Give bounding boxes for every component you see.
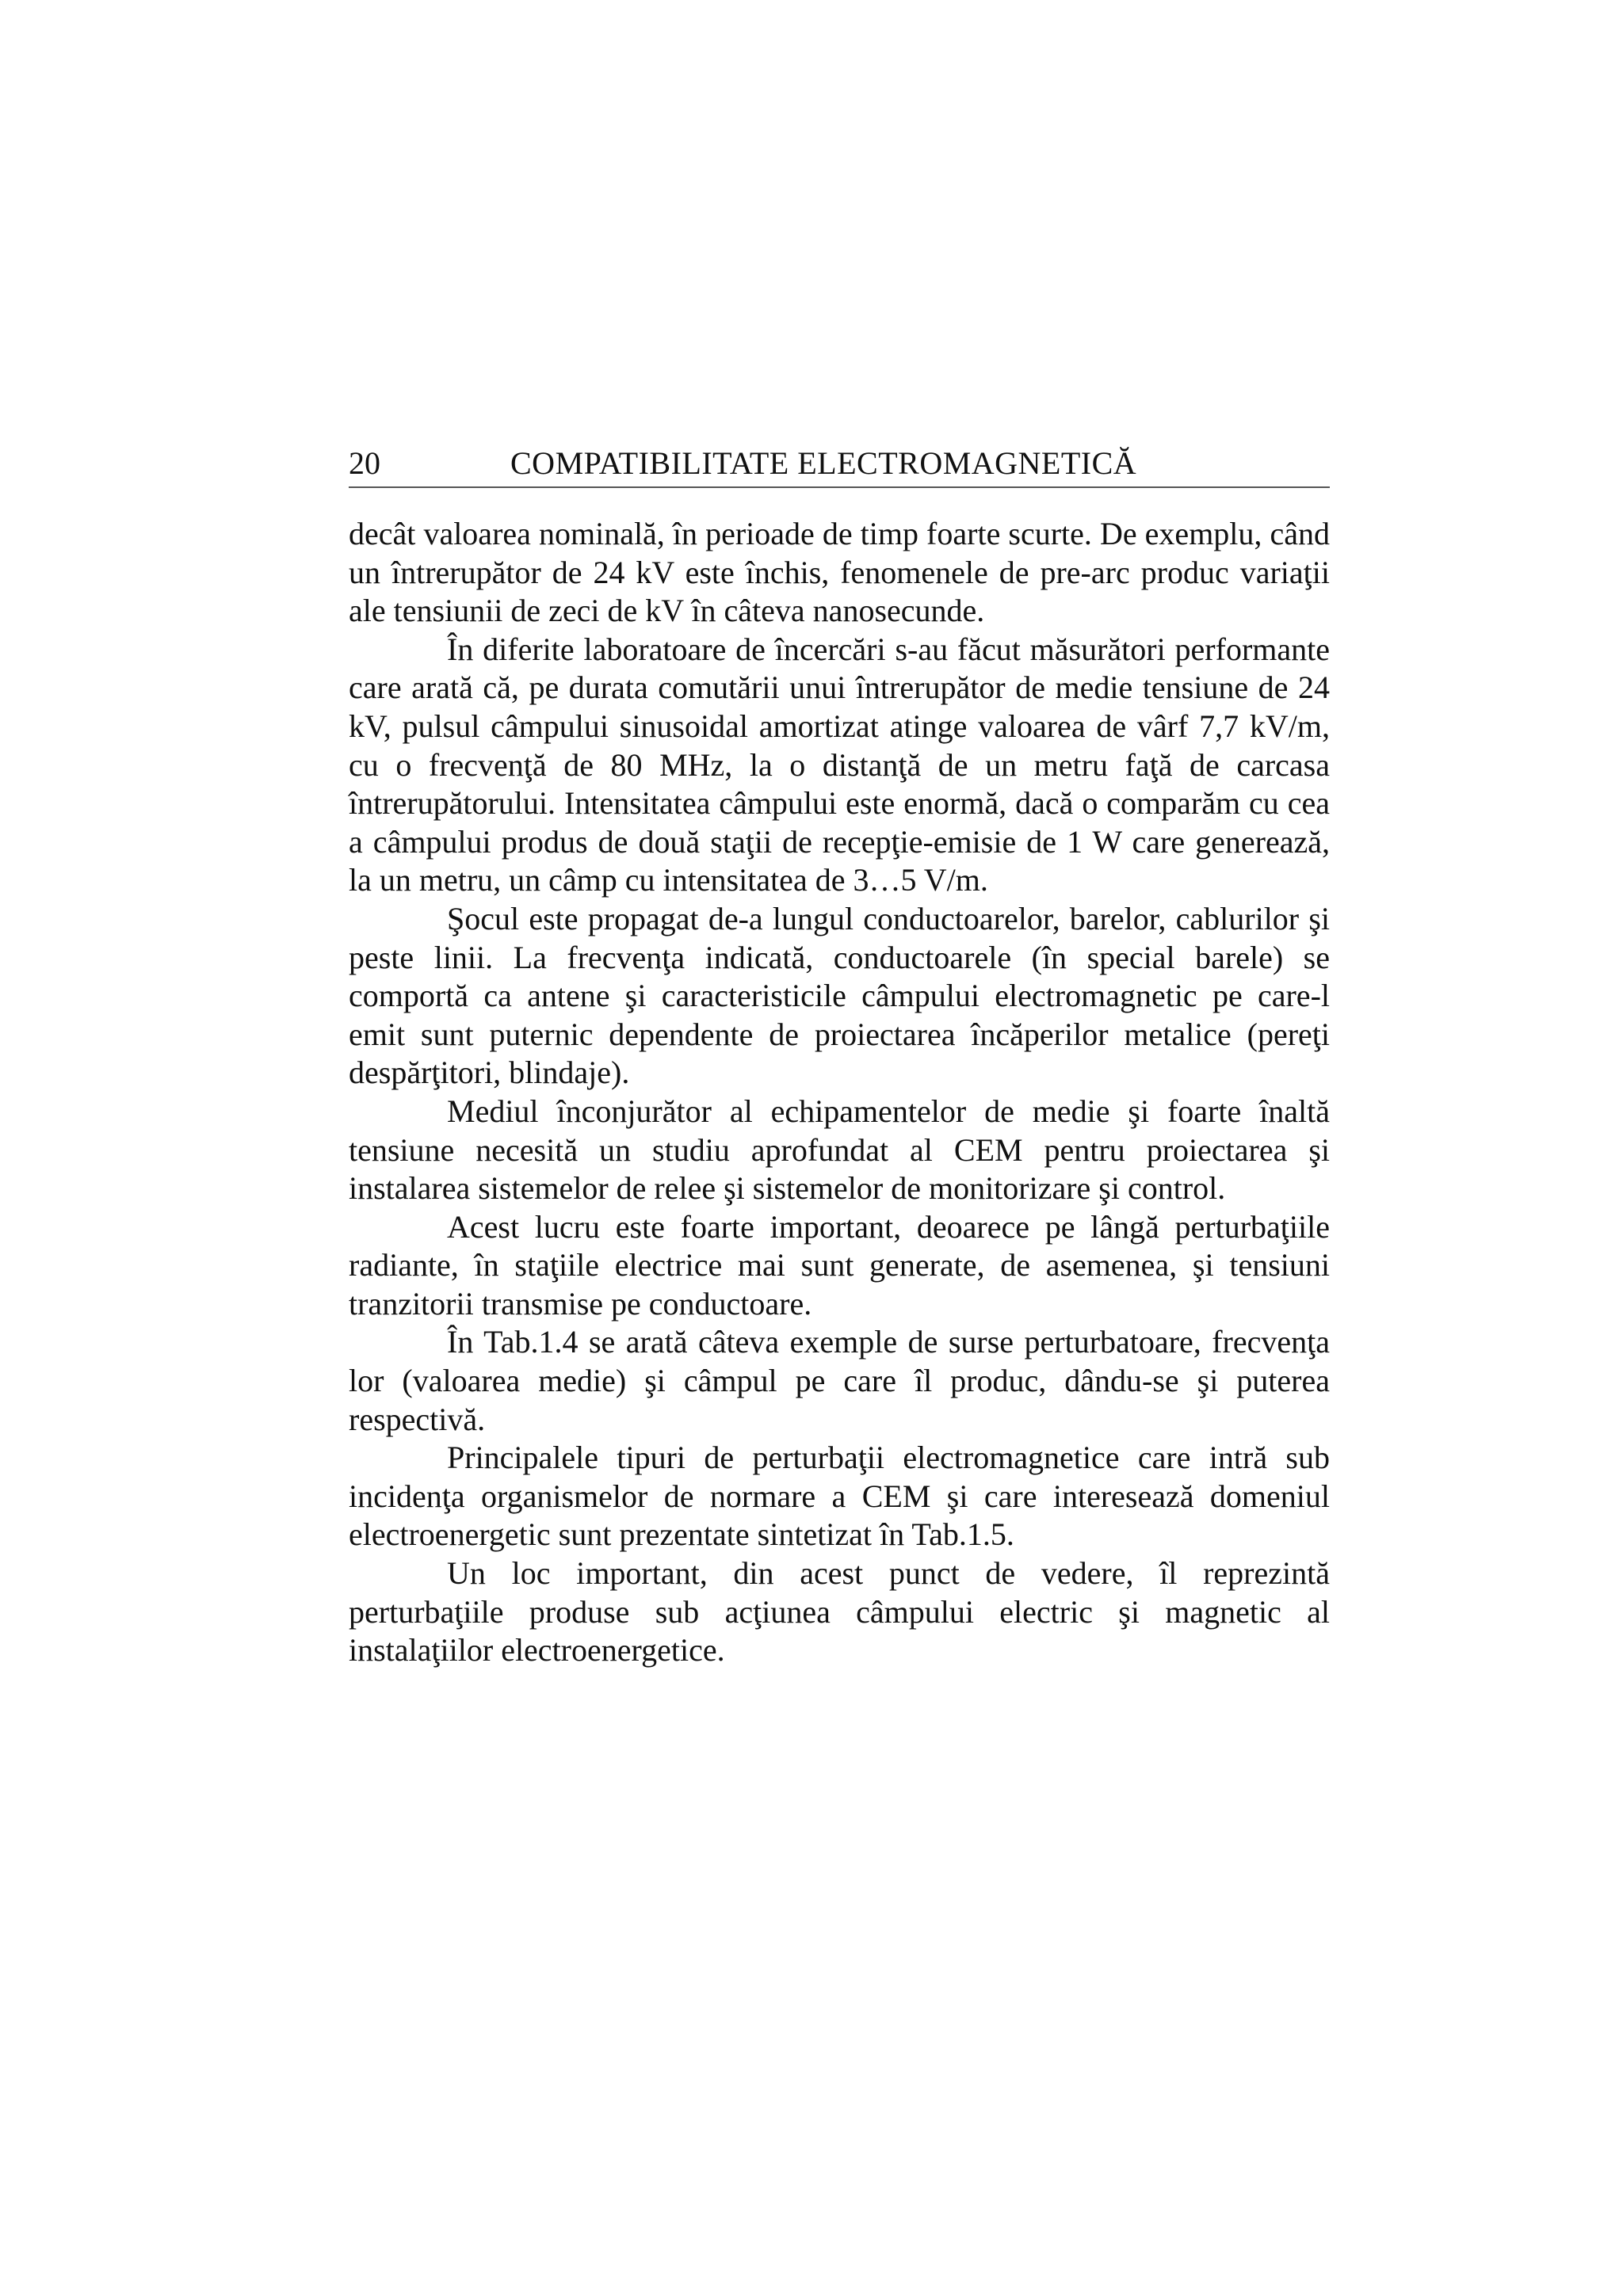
paragraph: Şocul este propagat de-a lungul conductoarelor, barelor, cablurilor şi peste linii. La frecvenţa indicată, conductoarele (în special barele) se comportă ca antene şi caracteristicile câmpului electromagnetic pe care-l emit sunt puternic dependente de proiectarea încăperilor metalice (pereţi despărţitori, blindaje).: [349, 900, 1330, 1091]
page-number: 20: [349, 445, 380, 481]
paragraph: Un loc important, din acest punct de vedere, îl reprezintă perturbaţiile produse sub acţiunea câmpului electric şi magnetic al instalaţiilor electroenergetice.: [349, 1555, 1330, 1669]
running-title: COMPATIBILITATE ELECTROMAGNETICĂ: [510, 445, 1137, 481]
paragraph: Principalele tipuri de perturbaţii electromagnetice care intră sub incidenţa organismelor de normare a CEM şi care interesează domeniul electroenergetic sunt prezentate sintetizat în Tab.1.5.: [349, 1440, 1330, 1553]
paragraph: În diferite laboratoare de încercări s-au făcut măsurători performante care arată că, pe durata comutării unui întrerupător de medie tensiune de 24 kV, pulsul câmpului sinusoidal amortizat atinge valoarea de vârf 7,7 kV/m, cu o frecvenţă de 80 MHz, la o distanţă de un metru faţă de carcasa întrerupătorului. Intensitatea câmpului este enormă, dacă o comparăm cu cea a câmpului produs de două staţii de recepţie-emisie de 1 W care generează, la un metru, un câmp cu intensitatea de 3…5 V/m.: [349, 631, 1330, 898]
paragraph: În Tab.1.4 se arată câteva exemple de surse perturbatoare, frecvenţa lor (valoarea medie) şi câmpul pe care îl produc, dându-se şi puterea respectivă.: [349, 1324, 1330, 1437]
paragraph-continued: decât valoarea nominală, în perioade de timp foarte scurte. De exemplu, când un întrerupător de 24 kV este închis, fenomenele de pre-arc produc variaţii ale tensiunii de zeci de kV în câteva nanosecunde.: [349, 516, 1330, 629]
body-text: [349, 515, 1330, 1670]
paragraph: Mediul înconjurător al echipamentelor de medie şi foarte înaltă tensiune necesită un studiu aprofundat al CEM pentru proiectarea şi instalarea sistemelor de relee şi sistemelor de monitorizare şi control.: [349, 1093, 1330, 1207]
paragraph: Acest lucru este foarte important, deoarece pe lângă perturbaţiile radiante, în staţiile electrice mai sunt generate, de asemenea, şi tensiuni tranzitorii transmise pe conductoare.: [349, 1208, 1330, 1322]
page-header: [349, 441, 1330, 488]
